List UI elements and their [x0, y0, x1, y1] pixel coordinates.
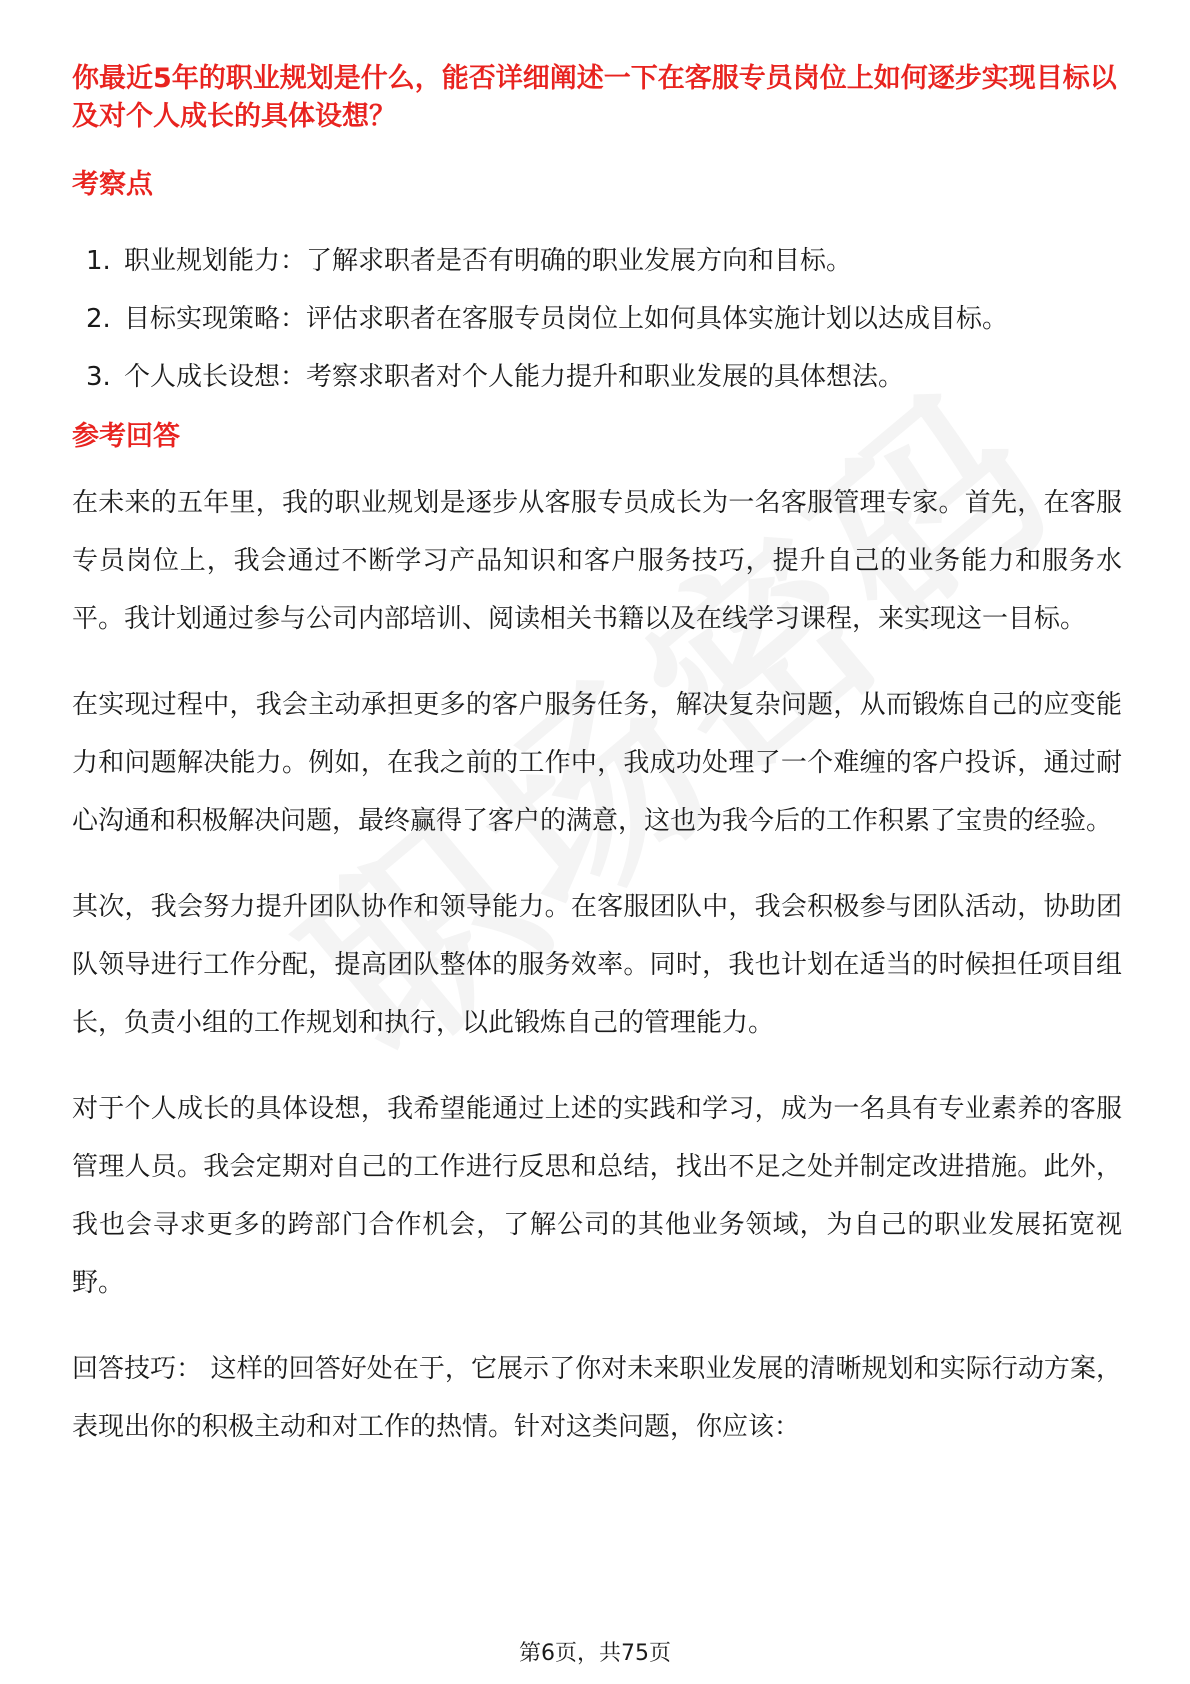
list-item-number: 2.	[86, 304, 111, 334]
list-item	[72, 358, 1122, 396]
section-title-answer: 参考回答	[72, 421, 180, 452]
list-item-text: 目标实现策略：评估求职者在客服专员岗位上如何具体实施计划以达成目标。	[124, 304, 1009, 334]
list-item-number: 3.	[86, 362, 111, 392]
answer-paragraph: 对于个人成长的具体设想，我希望能通过上述的实践和学习，成为一名具有专业素养的客服管理人员。我会定期对自己的工作进行反思和总结，找出不足之处并制定改进措施。此外，我也会寻求更多的跨部门合作机会，了解公司的其他业务领域，为自己的职业发展拓宽视野。	[72, 1094, 1122, 1298]
section-title-kaocha: 考察点	[72, 169, 153, 200]
list-item-text: 职业规划能力：了解求职者是否有明确的职业发展方向和目标。	[124, 246, 853, 276]
list-item	[72, 300, 1122, 338]
answer-paragraph: 其次，我会努力提升团队协作和领导能力。在客服团队中，我会积极参与团队活动，协助团队领导进行工作分配，提高团队整体的服务效率。同时，我也计划在适当的时候担任项目组长，负责小组的工作规划和执行，以此锻炼自己的管理能力。	[72, 892, 1122, 1038]
list-item-text: 个人成长设想：考察求职者对个人能力提升和职业发展的具体想法。	[124, 362, 905, 392]
document-page	[72, 60, 1122, 1456]
answer-tips-paragraph: 回答技巧： 这样的回答好处在于，它展示了你对未来职业发展的清晰规划和实际行动方案，表现出你的积极主动和对工作的热情。针对这类问题，你应该：	[72, 1354, 1122, 1442]
page-number-footer: 第6页，共75页	[519, 1641, 671, 1666]
list-item	[72, 242, 1122, 280]
answer-paragraph: 在实现过程中，我会主动承担更多的客户服务任务，解决复杂问题，从而锻炼自己的应变能力和问题解决能力。例如，在我之前的工作中，我成功处理了一个难缠的客户投诉，通过耐心沟通和积极解决问题，最终赢得了客户的满意，这也为我今后的工作积累了宝贵的经验。	[72, 690, 1122, 836]
list-item-number: 1.	[86, 246, 111, 276]
assessment-points-list	[72, 242, 1122, 396]
answer-paragraph: 在未来的五年里，我的职业规划是逐步从客服专员成长为一名客服管理专家。首先，在客服专员岗位上，我会通过不断学习产品知识和客户服务技巧，提升自己的业务能力和服务水平。我计划通过参与公司内部培训、阅读相关书籍以及在线学习课程，来实现这一目标。	[72, 488, 1122, 634]
question-heading: 你最近5年的职业规划是什么，能否详细阐述一下在客服专员岗位上如何逐步实现目标以及对个人成长的具体设想？	[72, 63, 1117, 132]
